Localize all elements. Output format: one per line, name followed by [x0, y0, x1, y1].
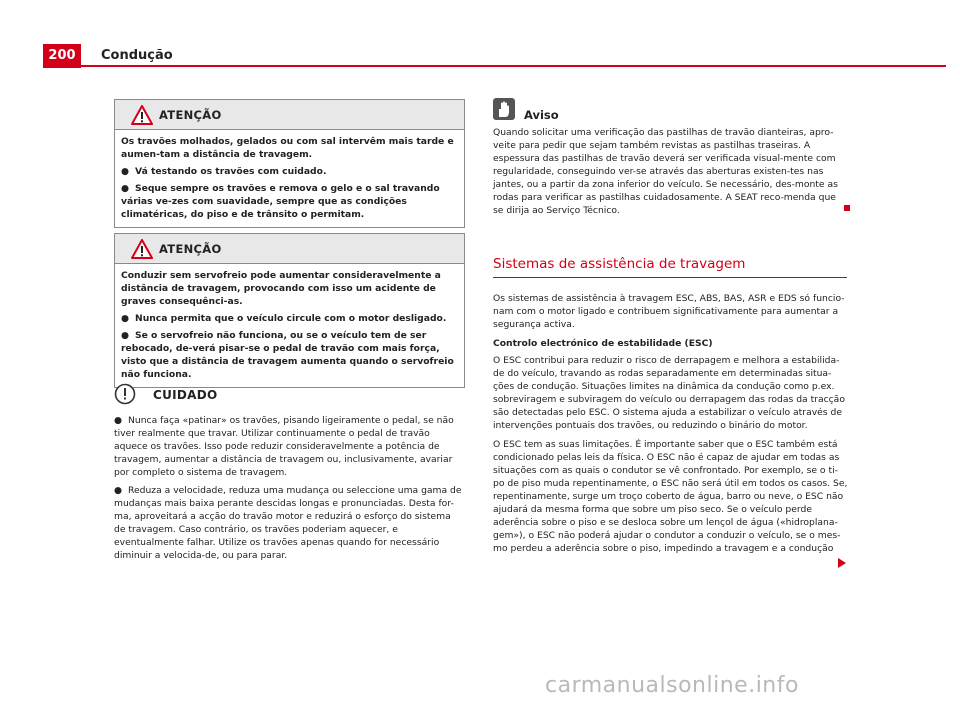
page-header — [43, 44, 946, 68]
section-body — [493, 292, 849, 561]
warning-box-header — [115, 100, 464, 130]
list-item: ● Se o servofreio não funciona, ou se o veículo tem de ser rebocado, de-verá pisar-se o pedal de travão com mais força, visto que a distância de travagem aumenta quando o servofreio não funciona. — [121, 330, 454, 380]
caution-block — [114, 383, 465, 567]
list-item: ● Vá testando os travões com cuidado. — [121, 166, 327, 177]
warning-body — [115, 264, 464, 387]
notice-text: Quando solicitar uma verificação das pastilhas de travão dianteiras, apro-veite para pedir que sejam também revistas as pastilhas traseiras. A espessura das pastilhas de travão deverá ser verificada visual-mente com regularidade, conseguindo ver-se através das aberturas existen-tes nas jantes, ou a partir da zona inferior do veículo. Se necessário, des-monte as rodas para verificar as pastilhas cuidadosamente. A SEAT reco-menda que se dirija ao Serviço Técnico. — [493, 127, 838, 216]
warning-box-servofreio — [114, 233, 465, 388]
caution-title: CUIDADO — [153, 388, 218, 402]
paragraph: O ESC contribui para reduzir o risco de derrapagem e melhora a estabilida-de do veículo, travando as rodas separadamente em determinadas situa-ções de condução. Situações limites na dinâmica da condução como p.ex. sobreviragem e subviragem do veículo ou derrapagem das rodas da tracção são detectadas pelo ESC. O sistema ajuda a estabilizar o veículo através de intervenções pontuais dos travões, ou reduzindo o binário do motor. — [493, 355, 845, 431]
paragraph: O ESC tem as suas limitações. É importante saber que o ESC também está condicionado pelas leis da física. O ESC não é capaz de ajudar em todas as situações com as quais o condutor se vê confrontado. Por exemplo, se o ti-po de piso muda repentinamente, o ESC não será útil em todos os casos. Se, repentinamente, surge um troço coberto de água, barro ou neve, o ESC não ajudará da mesma forma que sobre um piso seco. Se o veículo perde aderência sobre o piso e se desloca sobre um lençol de água («hidroplana-gem»), o ESC não poderá ajudar o condutor a conduzir o veículo, se o mes-mo perdeu a aderência sobre o piso, impedindo a travagem e a condução — [493, 439, 848, 554]
notice-header — [493, 98, 849, 122]
watermark: carmanualsonline.info — [545, 673, 799, 698]
warning-body — [115, 130, 464, 227]
warning-triangle-icon — [131, 239, 153, 259]
chapter-title: Condução — [101, 48, 173, 63]
warning-title: ATENÇÃO — [159, 242, 222, 256]
warning-triangle-icon — [131, 105, 153, 125]
continue-arrow-icon — [838, 558, 846, 568]
end-of-section-marker — [844, 205, 850, 211]
notice-title: Aviso — [524, 108, 559, 122]
list-item: ● Reduza a velocidade, reduza uma mudança ou seleccione uma gama de mudanças mais baixa perante descidas longas e pronunciadas. Desta for-ma, aproveitará a acção do travão motor e reduzirá o esforço do sistema de travagem. Caso contrário, os travões poderiam aquecer, e eventualmente falhar. Utilize os travões apenas quando for necessário diminuir a velocida-de, ou para parar. — [114, 485, 462, 561]
list-item: ● Nunca permita que o veículo circule com o motor desligado. — [121, 313, 447, 324]
subsection-heading: Controlo electrónico de estabilidade (ESC) — [493, 338, 713, 349]
info-hand-icon — [493, 98, 515, 120]
caution-body — [114, 414, 465, 562]
caution-header — [114, 383, 465, 407]
warning-intro: Os travões molhados, gelados ou com sal intervêm mais tarde e aumen-tam a distância de travagem. — [121, 136, 454, 160]
warning-box-header — [115, 234, 464, 264]
section-intro: Os sistemas de assistência à travagem ESC, ABS, BAS, ASR e EDS só funcio-nam com o motor ligado e contribuem significativamente para aumentar a segurança activa. — [493, 293, 845, 330]
warning-box-wet-brakes — [114, 99, 465, 228]
warning-intro: Conduzir sem servofreio pode aumentar consideravelmente a distância de travagem, provocando com isso um acidente de graves consequênci-as. — [121, 270, 441, 307]
header-divider — [81, 65, 946, 67]
warning-title: ATENÇÃO — [159, 108, 222, 122]
page-number: 200 — [43, 44, 81, 68]
exclamation-circle-icon — [114, 383, 136, 405]
list-item: ● Nunca faça «patinar» os travões, pisando ligeiramente o pedal, se não tiver realmente que travar. Utilizar continuamente o pedal de travão aquece os travões. Isso pode reduzir consideravelmente a potência de travagem, aumentar a distância de travagem ou, inclusivamente, avariar por completo o sistema de travagem. — [114, 415, 454, 478]
section-heading: Sistemas de assistência de travagem — [493, 256, 847, 278]
notice-block — [493, 98, 849, 217]
list-item: ● Seque sempre os travões e remova o gelo e o sal travando várias ve-zes com suavidade, sempre que as condições climatéricas, do piso e de trânsito o permitam. — [121, 183, 440, 220]
